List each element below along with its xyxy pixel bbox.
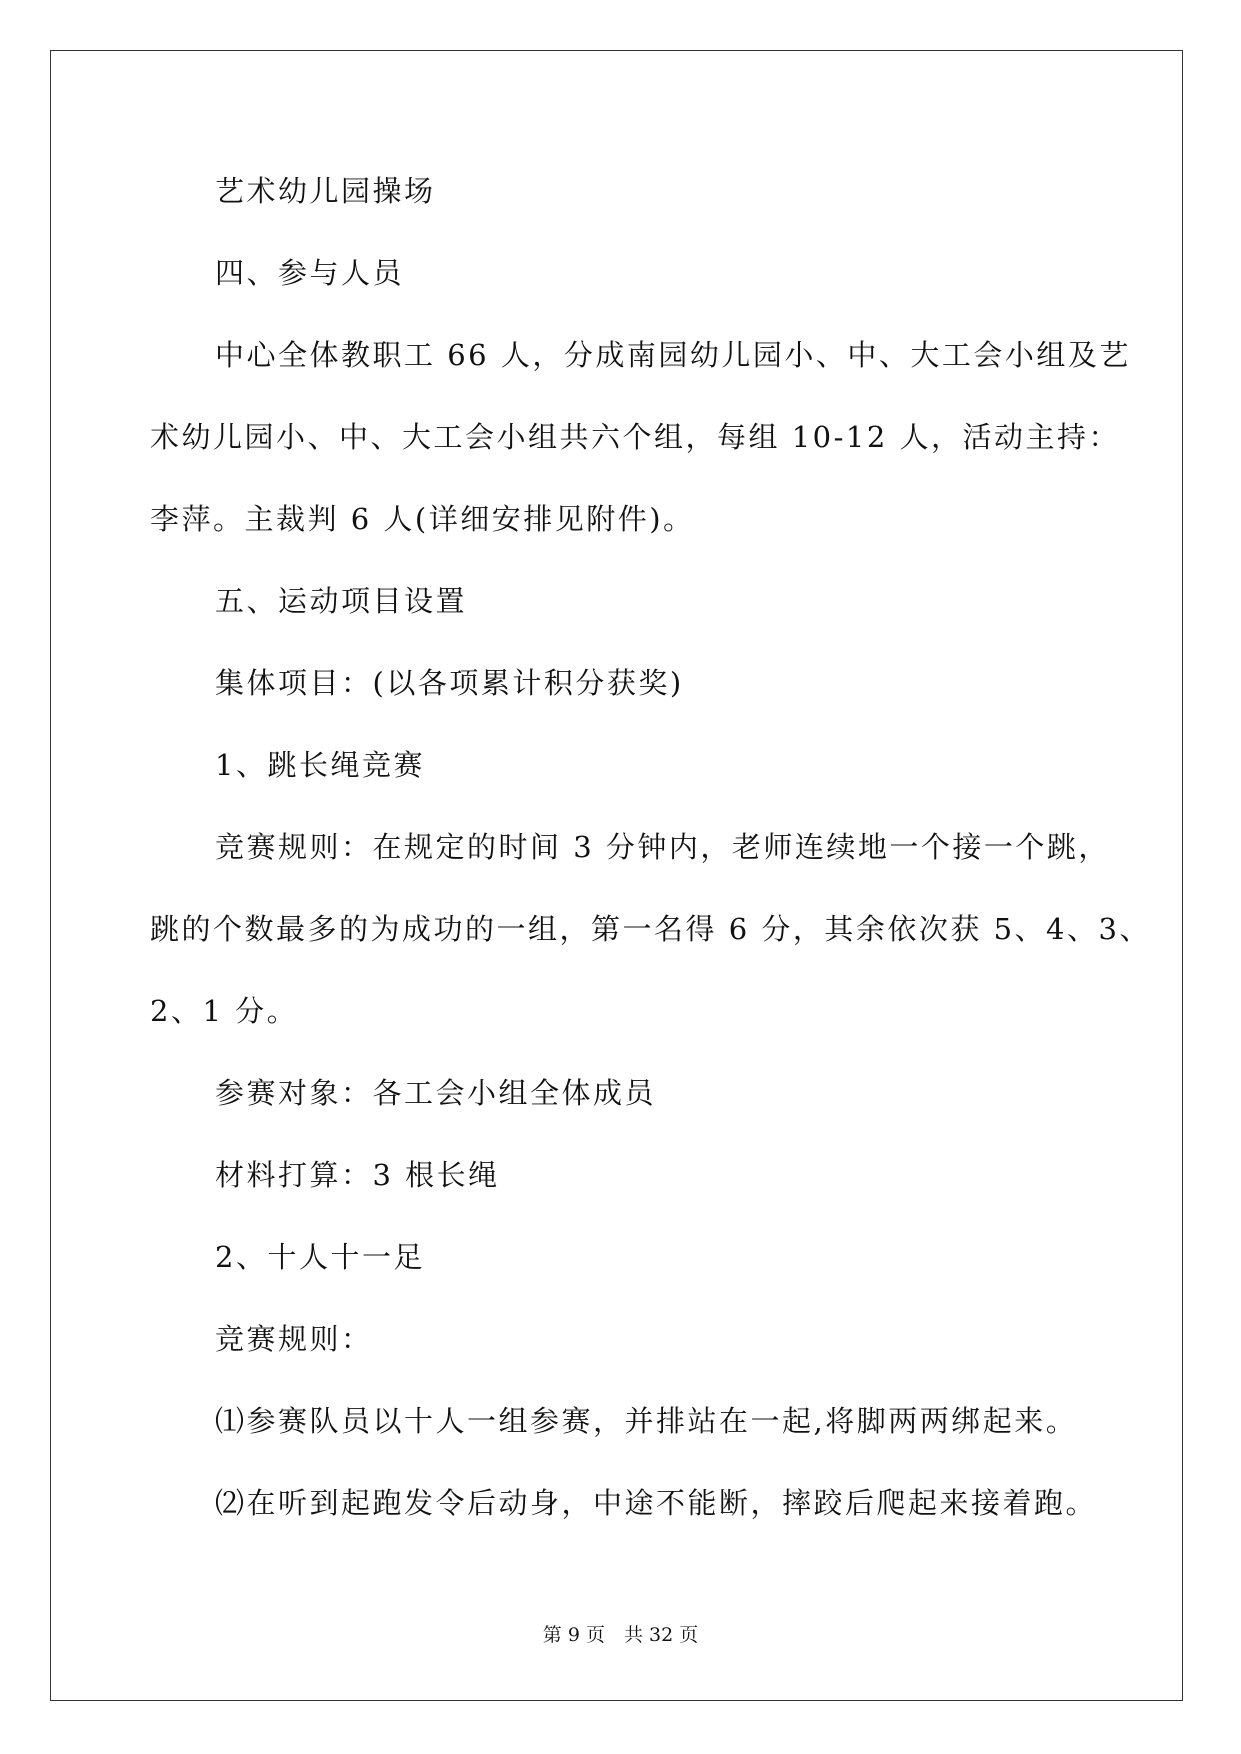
paragraph-line: 集体项目：(以各项累计积分获奖) [215, 666, 684, 700]
paragraph-line: 竞赛规则：在规定的时间 3 分钟内，老师连续地一个接一个跳， [215, 830, 1110, 864]
section-heading-participants: 四、参与人员 [215, 256, 405, 290]
paragraph-line: 跳的个数最多的为成功的一组，第一名得 6 分，其余依次获 5、4、3、 [150, 912, 1151, 946]
paragraph-line: 中心全体教职工 66 人，分成南园幼儿园小、中、大工会小组及艺 [215, 338, 1131, 372]
paragraph-line: 材料打算：3 根长绳 [215, 1158, 500, 1192]
event-heading-ten-people: 2、十人十一足 [215, 1240, 425, 1274]
paragraph-line: 李萍。主裁判 6 人(详细安排见附件)。 [150, 502, 695, 536]
paragraph-line: 参赛对象：各工会小组全体成员 [215, 1076, 657, 1110]
paragraph-line: 2、1 分。 [150, 994, 299, 1028]
page-number-footer: 第 9 页 共 32 页 [542, 1624, 699, 1646]
page-border [50, 50, 1183, 1701]
paragraph-line: ⑴参赛队员以十人一组参赛，并排站在一起,将脚两两绑起来。 [215, 1404, 1078, 1438]
paragraph-line: ⑵在听到起跑发令后动身，中途不能断，摔跤后爬起来接着跑。 [215, 1486, 1098, 1520]
venue-text: 艺术幼儿园操场 [215, 174, 436, 208]
section-heading-events: 五、运动项目设置 [215, 584, 468, 618]
event-heading-jump-rope: 1、跳长绳竞赛 [215, 748, 425, 782]
paragraph-line: 术幼儿园小、中、大工会小组共六个组，每组 10-12 人，活动主持： [150, 420, 1121, 454]
paragraph-line: 竞赛规则： [215, 1322, 373, 1356]
